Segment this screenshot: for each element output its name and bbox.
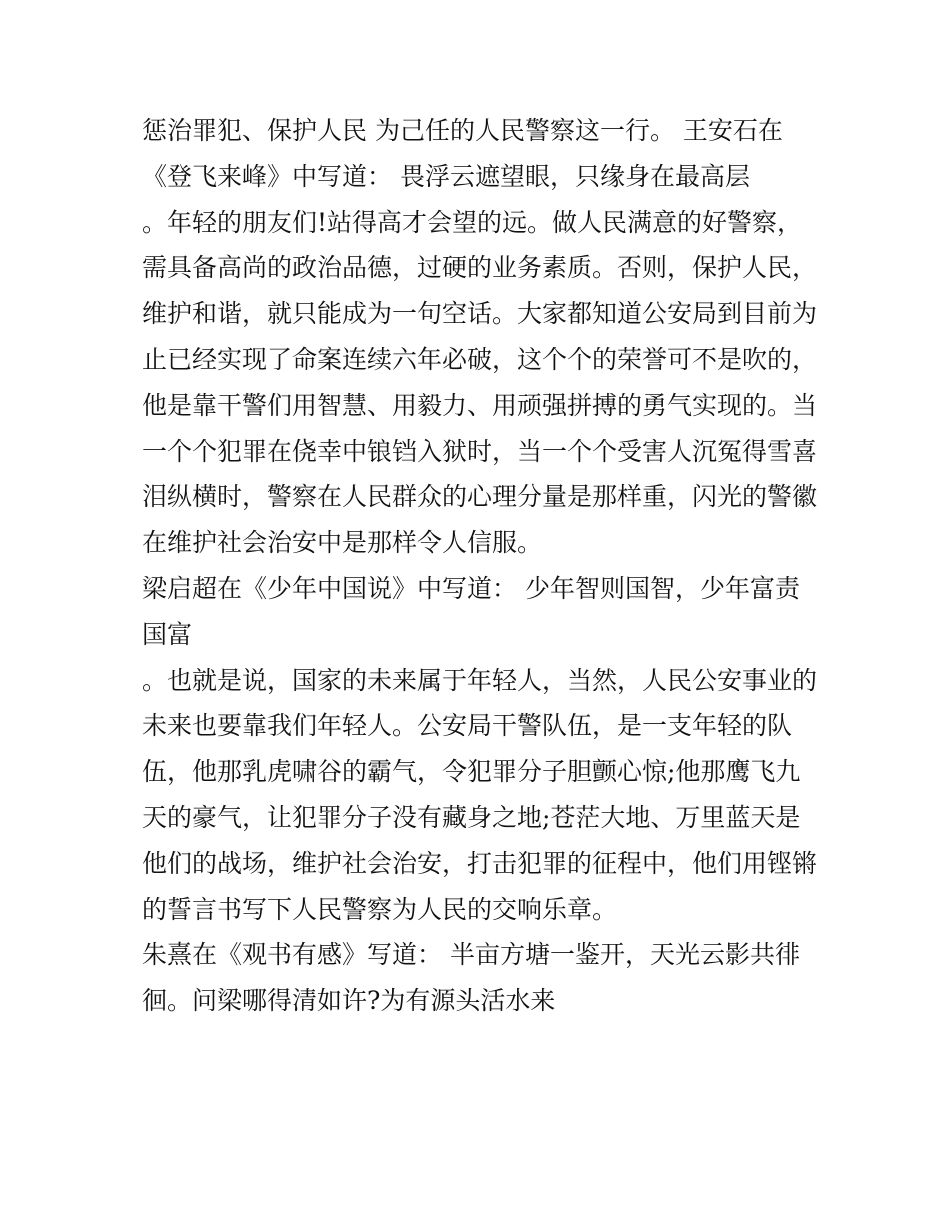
text-line: 泪纵横时，警察在人民群众的心理分量是那样重，闪光的警徽	[142, 482, 818, 512]
text-line: 一个个犯罪在侥幸中锒铛入狱时，当一个个受害人沉冤得雪喜	[142, 436, 818, 466]
text-line: 他是靠干警们用智慧、用毅力、用顽强拼搏的勇气实现的。当	[142, 390, 818, 420]
text-line: 他们的战场，维护社会治安，打击犯罪的征程中，他们用铿锵	[142, 848, 818, 878]
text-line: 梁启超在《少年中国说》中写道： 少年智则国智，少年富责	[142, 573, 800, 603]
text-line: 需具备高尚的政治品德，过硬的业务素质。否则，保护人民，	[142, 253, 818, 283]
text-line: 的誓言书写下人民警察为人民的交响乐章。	[142, 894, 618, 924]
text-line: 伍，他那乳虎啸谷的霸气，令犯罪分子胆颤心惊;他那鹰飞九	[142, 757, 801, 787]
text-line: 在维护社会治安中是那样令人信服。	[142, 528, 543, 558]
body-text	[142, 108, 822, 1024]
text-line: 惩治罪犯、保护人民 为己任的人民警察这一行。 王安石在	[142, 116, 783, 145]
text-line: 《登飞来峰》中写道： 畏浮云遮望眼，只缘身在最高层	[142, 161, 750, 191]
text-line: 徊。问梁哪得清如许?为有源头活水来	[142, 986, 556, 1016]
text-line: 维护和谐，就只能成为一句空话。大家都知道公安局到目前为	[142, 299, 818, 329]
text-line: 未来也要靠我们年轻人。公安局干警队伍，是一支年轻的队	[142, 711, 793, 741]
text-line: 。也就是说，国家的未来属于年轻人，当然，人民公安事业的	[142, 665, 818, 695]
text-line: 国富	[142, 619, 193, 649]
text-line: 天的豪气，让犯罪分子没有藏身之地;苍茫大地、万里蓝天是	[142, 802, 801, 832]
text-line: 止已经实现了命案连续六年必破，这个个的荣誉可不是吹的，	[142, 344, 818, 374]
text-line: 朱熹在《观书有感》写道： 半亩方塘一鉴开，天光云影共徘	[142, 940, 800, 970]
text-line: 。年轻的朋友们!站得高才会望的远。做人民满意的好警察，	[142, 207, 803, 237]
